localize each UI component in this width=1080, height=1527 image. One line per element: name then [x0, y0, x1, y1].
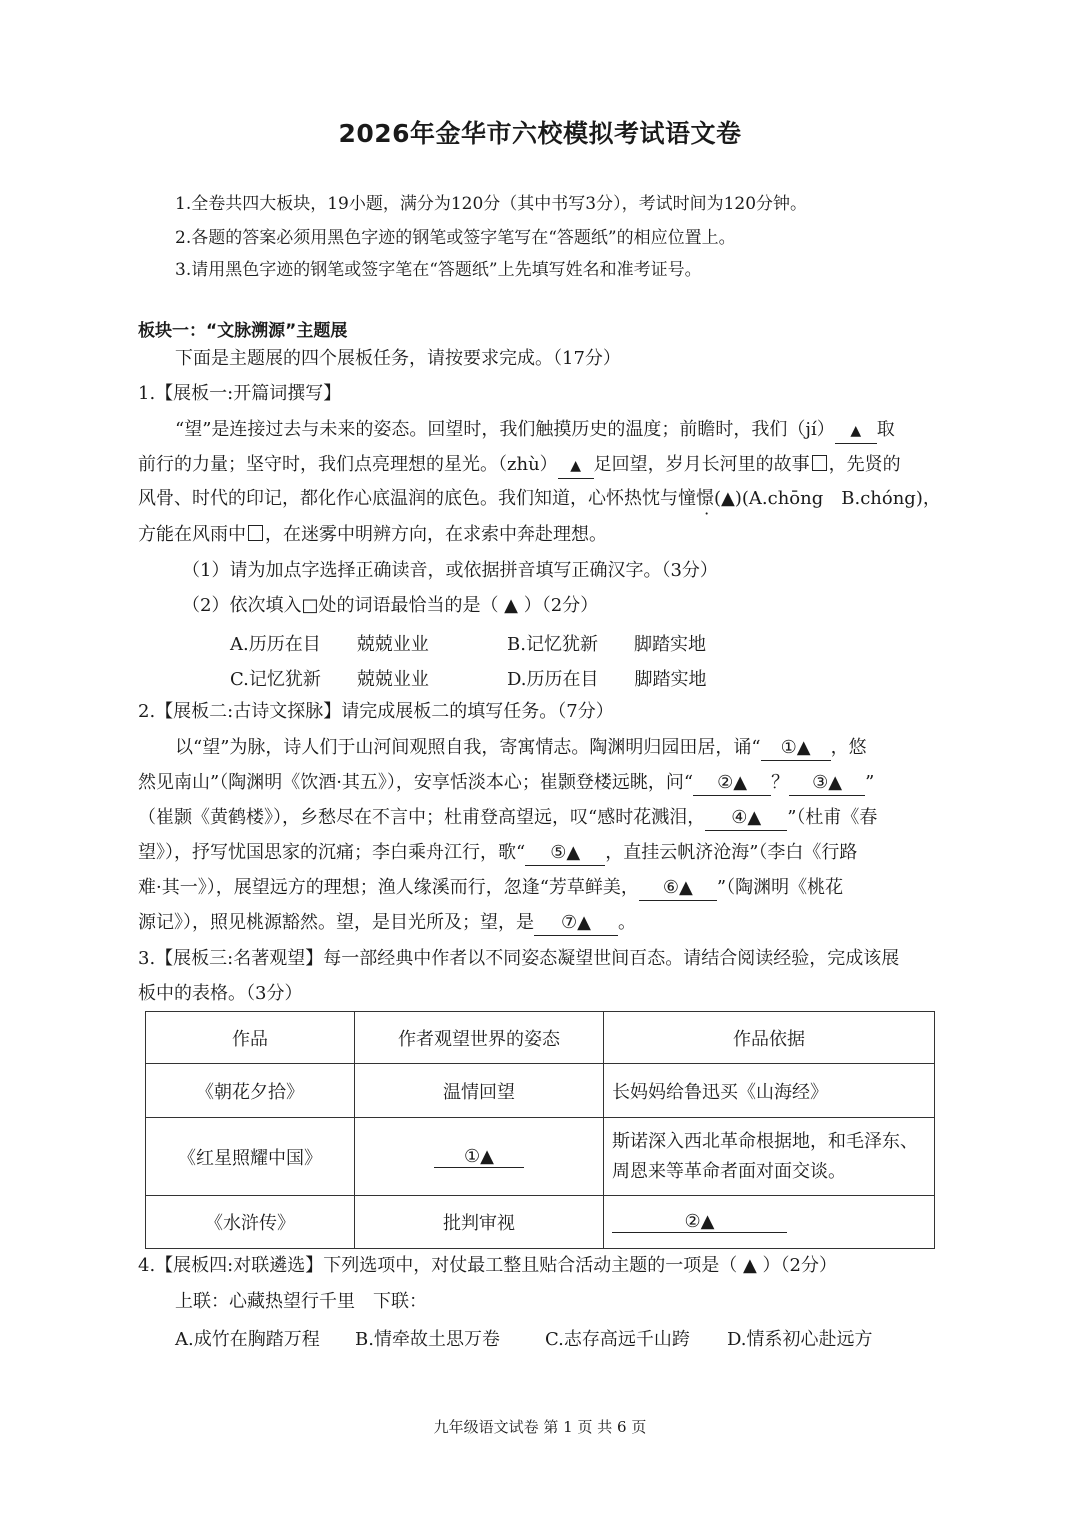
q2-paragraph-line — [138, 771, 874, 796]
triangle-icon: ▲ — [850, 423, 862, 439]
q1-paragraph-line — [138, 487, 941, 511]
q2-text: 源记》），照见桃源豁然。望，是目光所及；望，是 — [138, 912, 534, 933]
answer-blank: ①▲ — [761, 736, 831, 761]
q2-text: 然见南山”（陶渊明《饮酒·其五》），安享恬淡本心；崔颢登楼远眺，问“ — [138, 772, 694, 793]
q2-text: ”（杜甫《春 — [787, 807, 878, 828]
answer-blank: ②▲ — [612, 1211, 787, 1233]
table-row — [146, 1196, 935, 1249]
section-intro: 下面是主题展的四个展板任务，请按要求完成。（17分） — [175, 348, 621, 369]
q2-text: ，直挂云帆济沧海”（李白《行路 — [605, 842, 858, 863]
question-2-title: 2.【展板二:古诗文探脉】请完成展板二的填写任务。（7分） — [138, 701, 614, 722]
q2-text: （崔颢《黄鹤楼》），乡愁尽在不言中；杜甫登高望远，叹“感时花溅泪， — [138, 807, 706, 828]
answer-blank: ⑥▲ — [639, 876, 717, 901]
answer-blank: ③▲ — [789, 771, 865, 796]
table-cell: 温情回望 — [355, 1064, 604, 1118]
fill-box — [812, 455, 827, 471]
answer-blank: ④▲ — [705, 806, 787, 831]
table-cell: 批判审视 — [355, 1196, 604, 1249]
option-b: B.记忆犹新 脚踏实地 — [507, 634, 706, 655]
option-c: C.志存高远千山跨 — [545, 1329, 690, 1350]
q2-text: ，悠 — [830, 737, 867, 758]
table-cell: 斯诺深入西北革命根据地，和毛泽东、周恩来等革命者面对面交谈。 — [604, 1118, 935, 1196]
q1-paragraph-line — [138, 523, 607, 547]
q1-text: ，在迷雾中明辨方向，在求索中奔赴理想。 — [265, 524, 607, 545]
q1-text: 取 — [876, 419, 895, 440]
q2-paragraph-line — [175, 736, 867, 761]
table-header: 作者观望世界的姿态 — [355, 1012, 604, 1064]
table-header: 作品 — [146, 1012, 355, 1064]
table-cell — [355, 1118, 604, 1196]
page-footer: 九年级语文试卷 第 1 页 共 6 页 — [433, 1418, 647, 1436]
table-cell: 《水浒传》 — [146, 1196, 355, 1249]
question-1-title: 1.【展板一:开篇词撰写】 — [138, 383, 342, 404]
q2-paragraph-line — [138, 841, 857, 866]
q2-paragraph-line — [138, 911, 636, 936]
q1-paragraph-line — [175, 418, 895, 444]
q1-sub1: （1）请为加点字选择正确读音，或依据拼音填写正确汉字。（3分） — [182, 560, 718, 581]
q2-text: 难·其一》），展望远方的理想；渔人缘溪而行，忽逢“芳草鲜美， — [138, 877, 639, 898]
option-b: B.情牵故土思万卷 — [355, 1329, 500, 1350]
q1-text: 风骨、时代的印记，都化作心底温润的底色。我们知道，心怀热忱与憧 — [138, 488, 696, 509]
q2-text: ？ — [771, 772, 790, 793]
q1-sub2: （2）依次填入□处的词语最恰当的是（ ▲ ）（2分） — [182, 595, 599, 616]
q2-paragraph-line — [138, 806, 877, 831]
triangle-icon: ▲ — [570, 458, 582, 474]
q2-text: 望》），抒写忧国思家的沉痛；李白乘舟江行，歌“ — [138, 842, 526, 863]
section-heading: 板块一：“文脉溯源”主题展 — [138, 321, 348, 341]
table-row — [146, 1064, 935, 1118]
table-cell: 《朝花夕拾》 — [146, 1064, 355, 1118]
option-a: A.成竹在胸踏万程 — [175, 1329, 320, 1350]
table-cell: 《红星照耀中国》 — [146, 1118, 355, 1196]
answer-blank: ②▲ — [693, 771, 771, 796]
works-table — [145, 1011, 935, 1249]
dotted-char: 憬 — [696, 488, 714, 509]
table-header: 作品依据 — [604, 1012, 935, 1064]
q2-paragraph-line — [138, 876, 843, 901]
answer-blank: ①▲ — [434, 1146, 524, 1168]
option-d: D.情系初心赴远方 — [727, 1329, 873, 1350]
q1-text: ，先贤的 — [828, 454, 901, 475]
q2-text: ” — [865, 772, 875, 793]
table-cell — [604, 1196, 935, 1249]
q1-paragraph-line — [138, 453, 901, 479]
couplet-line: 上联：心藏热望行千里 下联： — [175, 1291, 427, 1312]
exam-title: 2026年金华市六校模拟考试语文卷 — [338, 119, 742, 148]
q1-text: 前行的力量；坚守时，我们点亮理想的星光。（zhù） — [138, 454, 558, 475]
table-cell: 长妈妈给鲁迅买《山海经》 — [604, 1064, 935, 1118]
answer-blank — [558, 453, 594, 479]
q2-text: 。 — [618, 912, 636, 933]
q2-text: ”（陶渊明《桃花 — [716, 877, 844, 898]
question-3-title-cont: 板中的表格。（3分） — [138, 983, 303, 1004]
note-item: 2.各题的答案必须用黑色字迹的钢笔或签字笔写在“答题纸”的相应位置上。 — [175, 228, 736, 248]
fill-box — [248, 525, 263, 541]
table-row — [146, 1118, 935, 1196]
option-a: A.历历在目 兢兢业业 — [230, 634, 429, 655]
question-3-title: 3.【展板三:名著观望】每一部经典中作者以不同姿态凝望世间百态。请结合阅读经验，完成该展 — [138, 948, 900, 969]
q2-text: 以“望”为脉，诗人们于山河间观照自我，寄寓情志。陶渊明归园田居，诵“ — [175, 737, 761, 758]
answer-blank: ⑤▲ — [525, 841, 605, 866]
answer-blank — [835, 418, 877, 444]
q1-text: 方能在风雨中 — [138, 524, 246, 545]
note-item: 1.全卷共四大板块，19小题，满分为120分（其中书写3分），考试时间为120分钟。 — [175, 194, 808, 214]
note-item: 3.请用黑色字迹的钢笔或签字笔在“答题纸”上先填写姓名和准考证号。 — [175, 260, 702, 280]
q1-text: “望”是连接过去与未来的姿态。回望时，我们触摸历史的温度；前瞻时，我们（jí） — [175, 419, 835, 440]
q1-text: 足回望，岁月长河里的故事 — [593, 454, 810, 475]
question-4-title: 4.【展板四:对联遴选】下列选项中，对仗最工整且贴合活动主题的一项是（ ▲ ）（2分） — [138, 1255, 837, 1276]
answer-blank: ⑦▲ — [534, 911, 618, 936]
option-c: C.记忆犹新 兢兢业业 — [230, 669, 429, 690]
option-d: D.历历在目 脚踏实地 — [507, 669, 707, 690]
table-header-row — [146, 1012, 935, 1064]
q1-text: (▲)(A.chōng B.chóng)， — [714, 488, 941, 509]
